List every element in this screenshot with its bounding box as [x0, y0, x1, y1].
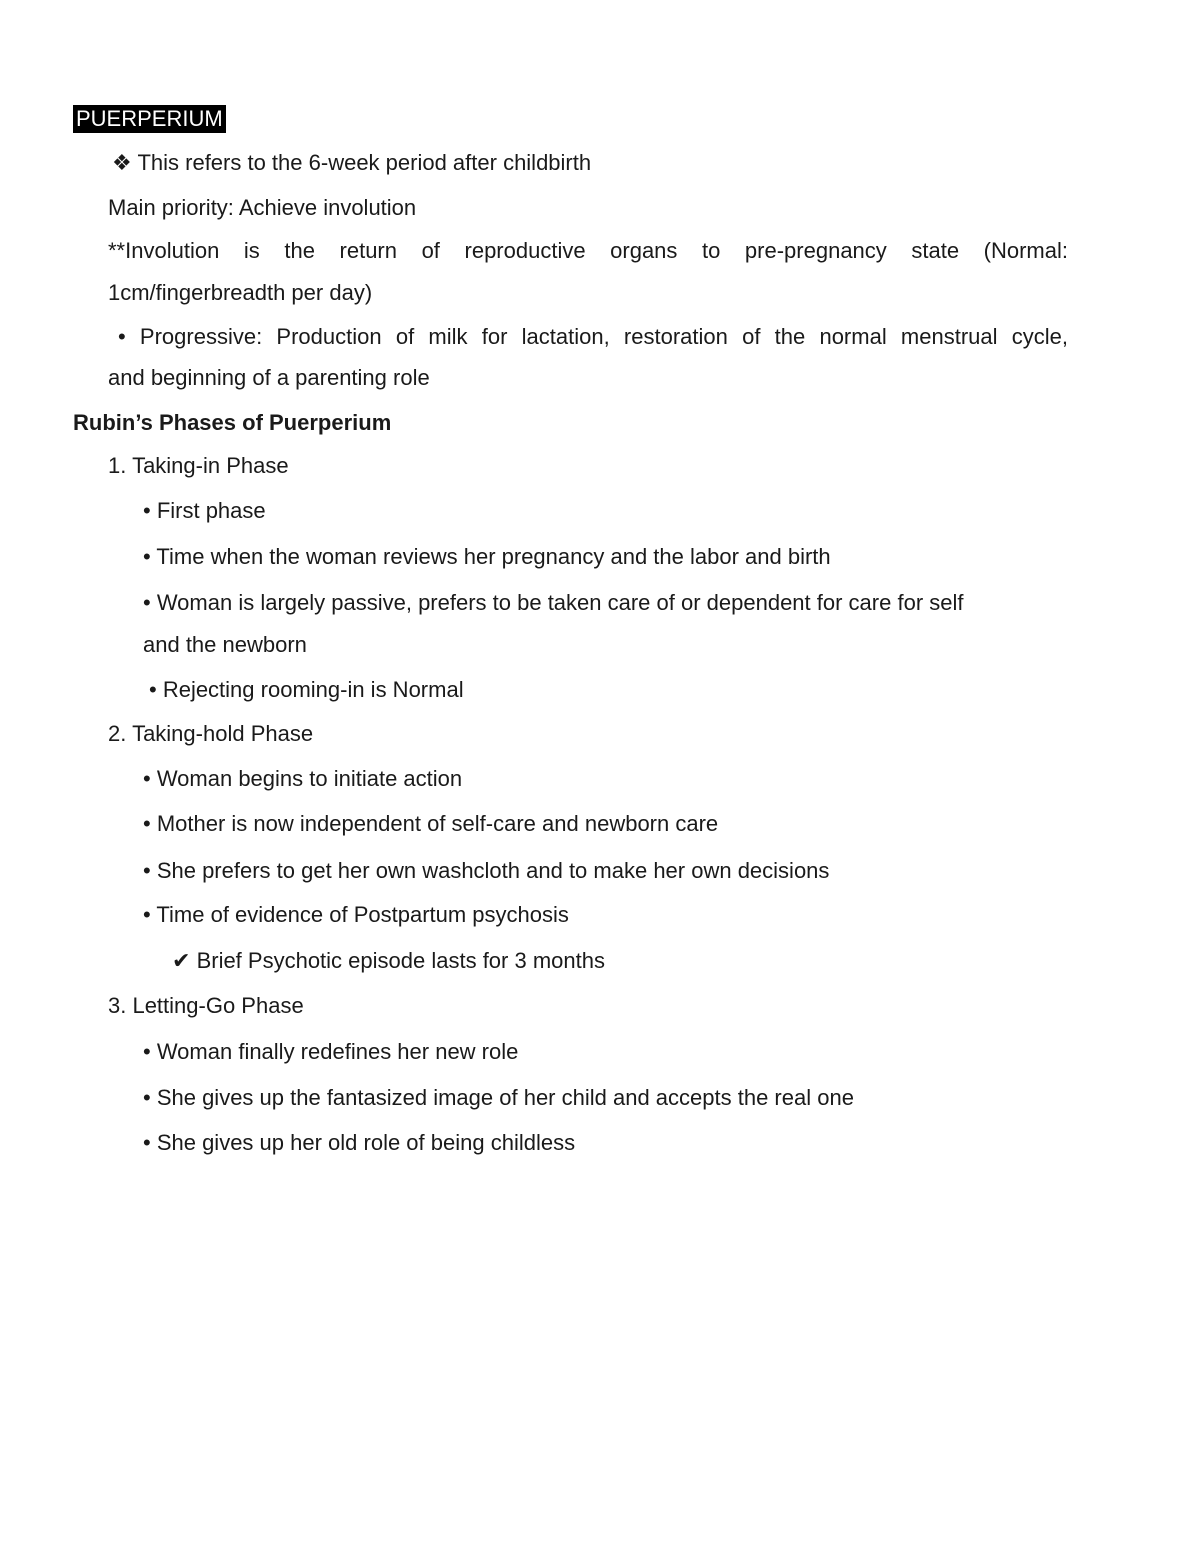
- phase2-bullet: • Woman begins to initiate action: [143, 766, 463, 791]
- check-mark-icon: ✔: [172, 948, 191, 973]
- involution-text-line1: **Involution is the return of reproductive organs to pre-pregnancy state (Normal:: [108, 238, 1068, 263]
- main-priority-text: Main priority: Achieve involution: [108, 195, 417, 220]
- phase1-title: 1. Taking-in Phase: [108, 453, 289, 478]
- definition-text: This refers to the 6-week period after childbirth: [137, 150, 592, 175]
- phase2-bullet: • She prefers to get her own washcloth and to make her own decisions: [143, 858, 830, 883]
- phase1-bullet: • First phase: [143, 498, 266, 523]
- progressive-text-line2: and beginning of a parenting role: [108, 365, 430, 390]
- document-title: PUERPERIUM: [73, 105, 226, 133]
- sub-bullet-text: Brief Psychotic episode lasts for 3 months: [196, 948, 605, 973]
- phase3-bullet: • Woman finally redefines her new role: [143, 1039, 519, 1064]
- involution-text-line2: 1cm/fingerbreadth per day): [108, 280, 373, 305]
- phase2-title: 2. Taking-hold Phase: [108, 721, 314, 746]
- diamond-bullet-icon: ❖: [112, 150, 132, 175]
- phase3-bullet: • She gives up her old role of being childless: [143, 1130, 576, 1155]
- phase2-bullet: • Mother is now independent of self-care and newborn care: [143, 811, 719, 836]
- phase3-title: 3. Letting-Go Phase: [108, 993, 304, 1018]
- progressive-text-line1: • Progressive: Production of milk for lactation, restoration of the normal menstrual cycle,: [118, 324, 1068, 349]
- phase2-bullet: • Time of evidence of Postpartum psychosis: [143, 902, 569, 927]
- phase1-bullet: • Rejecting rooming-in is Normal: [149, 677, 464, 702]
- phase1-bullet: • Time when the woman reviews her pregnancy and the labor and birth: [143, 544, 831, 569]
- phase1-bullet-continuation: and the newborn: [143, 632, 307, 657]
- definition-line: [112, 149, 591, 177]
- phase2-sub-bullet: [172, 947, 605, 975]
- phases-heading: Rubin’s Phases of Puerperium: [73, 410, 392, 435]
- phase3-bullet: • She gives up the fantasized image of her child and accepts the real one: [143, 1085, 854, 1110]
- phase1-bullet: • Woman is largely passive, prefers to be taken care of or dependent for care for self: [143, 590, 964, 615]
